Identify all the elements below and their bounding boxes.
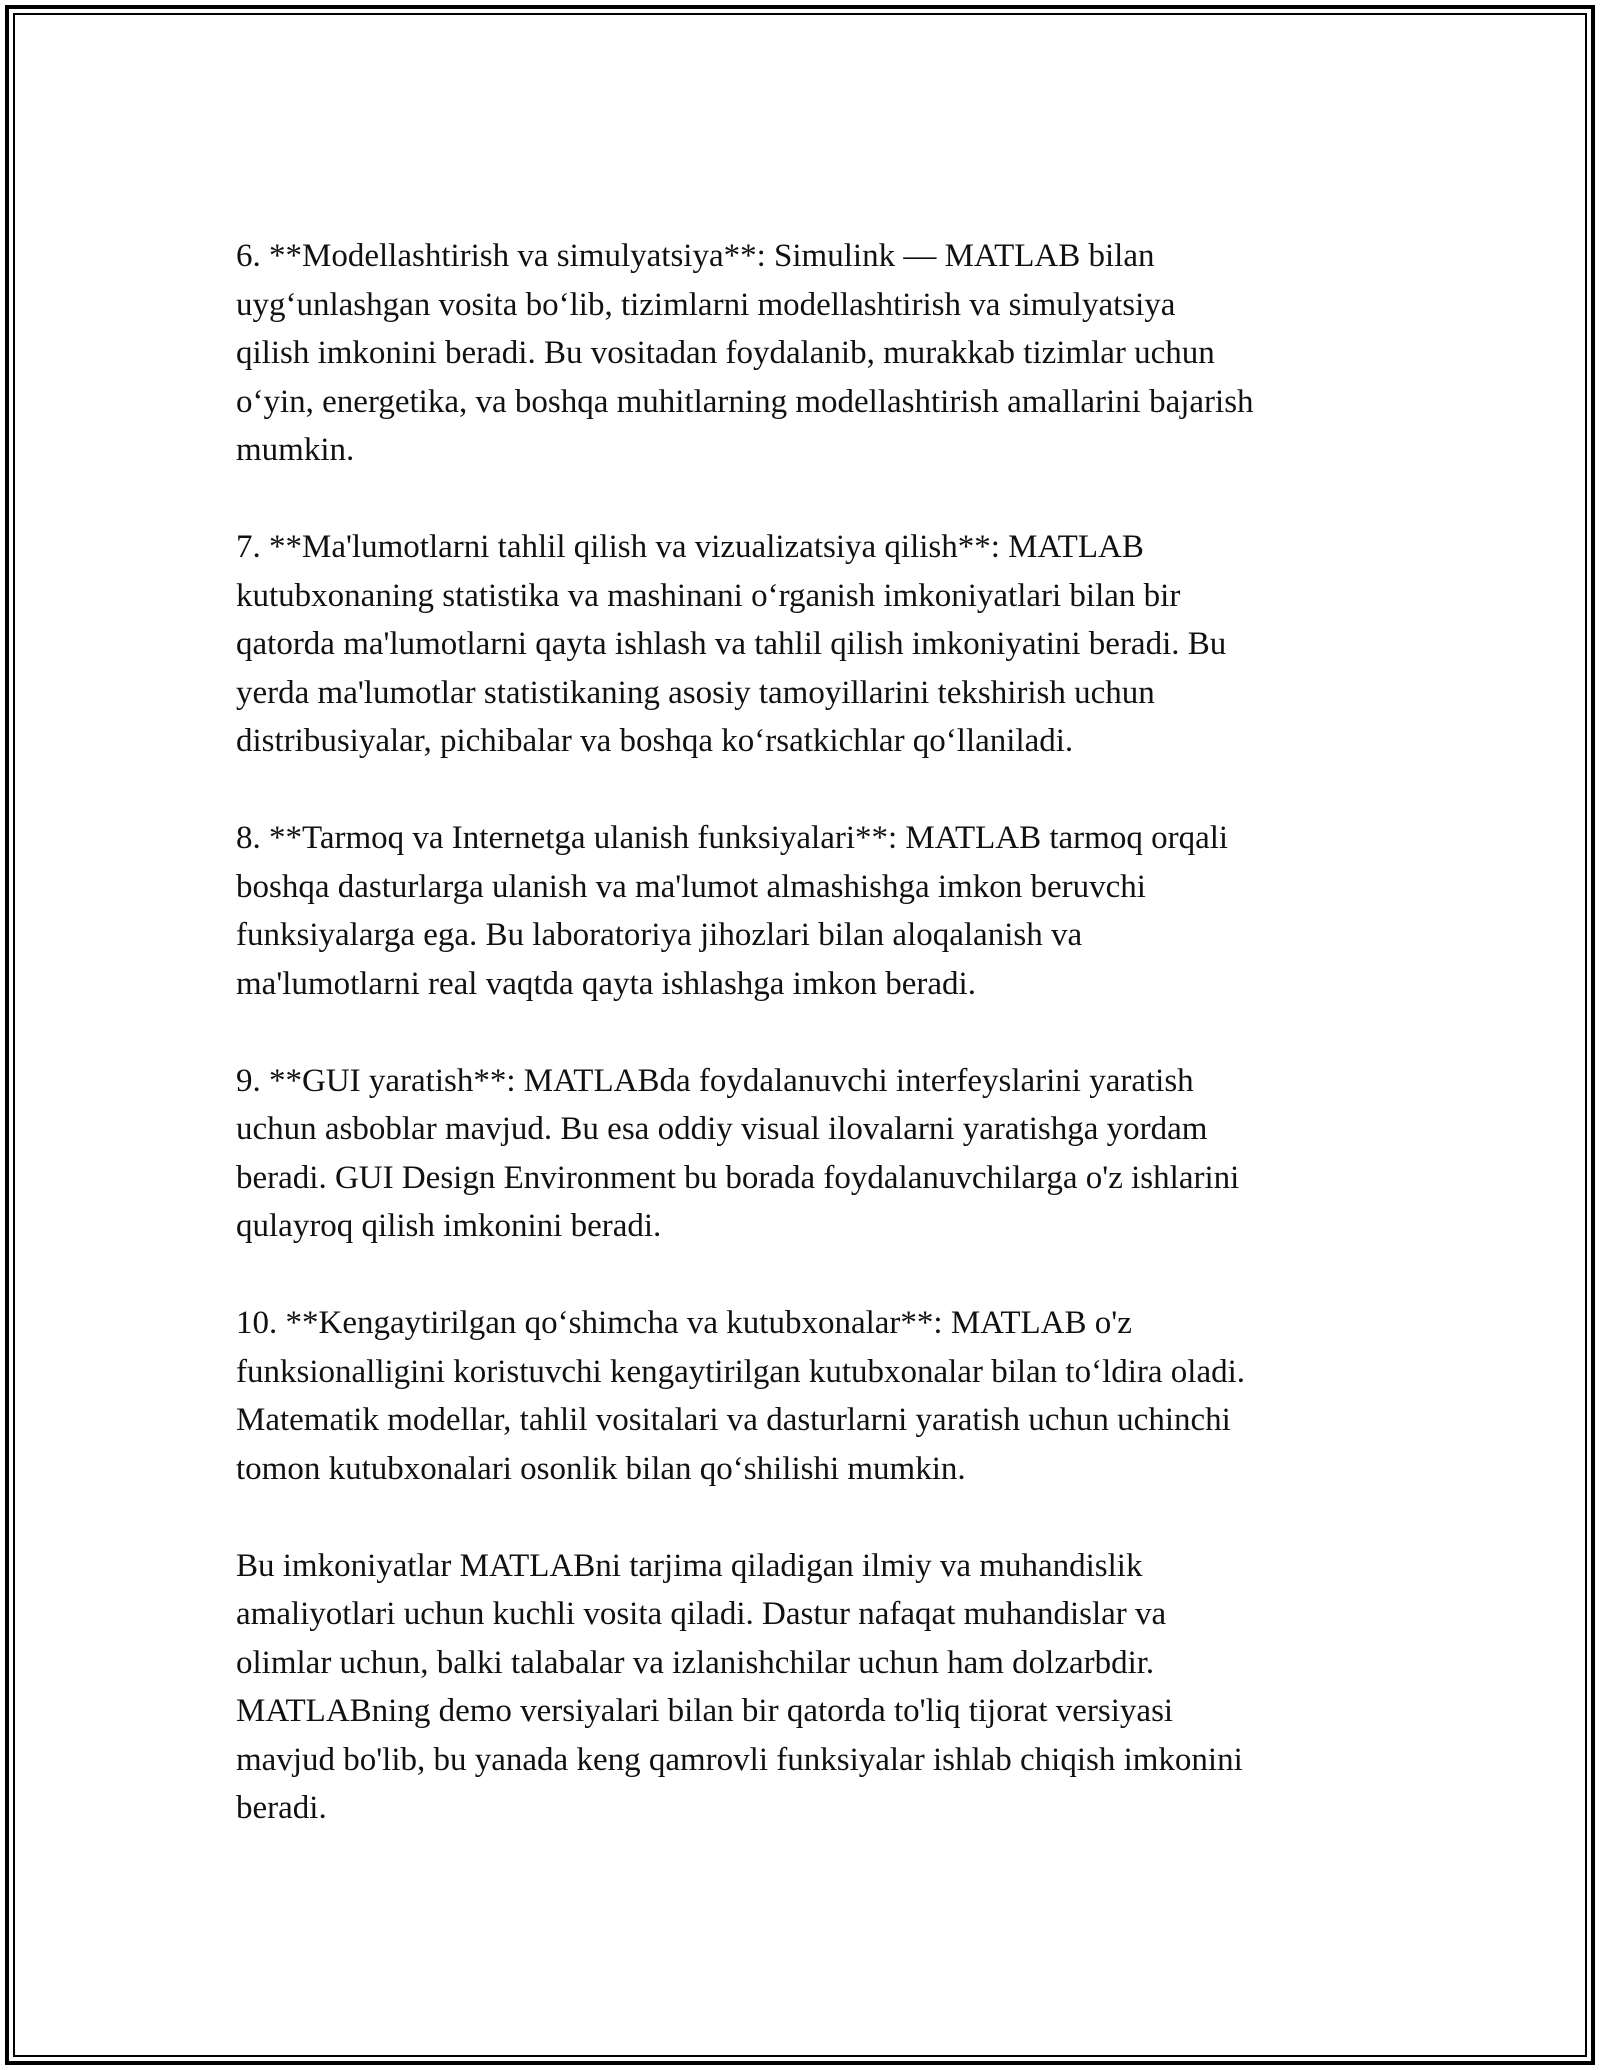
text-line: MATLABning demo versiyalari bilan bir qatorda to'liq tijorat versiyasi (236, 1693, 1174, 1729)
text-line: 6. **Modellashtirish va simulyatsiya**: Simulink — MATLAB bilan (236, 238, 1155, 274)
text-line: uyg‘unlashgan vosita bo‘lib, tizimlarni modellashtirish va simulyatsiya (236, 286, 1176, 323)
text-line: 8. **Tarmoq va Internetga ulanish funksiyalari**: MATLAB tarmoq orqali (236, 820, 1229, 856)
document-body (236, 232, 1386, 1881)
text-line: distribusiyalar, pichibalar va boshqa ko‘rsatkichlar qo‘llaniladi. (236, 723, 1074, 759)
paragraph-conclusion (236, 1542, 1386, 1833)
text-line: 7. **Ma'lumotlarni tahlil qilish va vizualizatsiya qilish**: MATLAB (236, 529, 1144, 565)
text-line: qilish imkonini beradi. Bu vositadan foydalanib, murakkab tizimlar uchun (236, 335, 1215, 371)
text-line: kutubxonaning statistika va mashinani o‘rganish imkoniyatlari bilan bir (236, 577, 1181, 614)
text-line: Matematik modellar, tahlil vositalari va dasturlarni yaratish uchun uchinchi (236, 1402, 1231, 1438)
paragraph-item-8 (236, 814, 1386, 1008)
text-line: qulayroq qilish imkonini beradi. (236, 1208, 662, 1244)
paragraph-item-6 (236, 232, 1386, 475)
text-line: olimlar uchun, balki talabalar va izlanishchilar uchun ham dolzarbdir. (236, 1644, 1155, 1681)
text-line: o‘yin, energetika, va boshqa muhitlarning modellashtirish amallarini bajarish (236, 383, 1254, 420)
text-line: beradi. (236, 1790, 327, 1826)
text-line: funksionalligini koristuvchi kengaytirilgan kutubxonalar bilan to‘ldira oladi. (236, 1353, 1246, 1390)
text-line: mumkin. (236, 432, 355, 468)
text-line: mavjud bo'lib, bu yanada keng qamrovli funksiyalar ishlab chiqish imkonini (236, 1741, 1243, 1778)
paragraph-item-9 (236, 1057, 1386, 1251)
text-line: boshqa dasturlarga ulanish va ma'lumot almashishga imkon beruvchi (236, 868, 1146, 905)
text-line: tomon kutubxonalari osonlik bilan qo‘shilishi mumkin. (236, 1450, 966, 1487)
text-line: 9. **GUI yaratish**: MATLABda foydalanuvchi interfeyslarini yaratish (236, 1062, 1194, 1099)
text-line: beradi. GUI Design Environment bu borada foydalanuvchilarga o'z ishlarini (236, 1159, 1240, 1196)
text-line: ma'lumotlarni real vaqtda qayta ishlashga imkon beradi. (236, 965, 976, 1002)
text-line: uchun asboblar mavjud. Bu esa oddiy visual ilovalarni yaratishga yordam (236, 1111, 1208, 1147)
text-line: funksiyalarga ega. Bu laboratoriya jihozlari bilan aloqalanish va (236, 917, 1083, 953)
text-line: amaliyotlari uchun kuchli vosita qiladi. Dastur nafaqat muhandislar va (236, 1596, 1167, 1632)
text-line: 10. **Kengaytirilgan qo‘shimcha va kutubxonalar**: MATLAB o'z (236, 1305, 1132, 1341)
text-line: yerda ma'lumotlar statistikaning asosiy tamoyillarini tekshirish uchun (236, 674, 1155, 711)
paragraph-item-10 (236, 1299, 1386, 1493)
text-line: qatorda ma'lumotlarni qayta ishlash va tahlil qilish imkoniyatini beradi. Bu (236, 626, 1227, 662)
paragraph-item-7 (236, 523, 1386, 766)
text-line: Bu imkoniyatlar MATLABni tarjima qiladigan ilmiy va muhandislik (236, 1547, 1143, 1584)
